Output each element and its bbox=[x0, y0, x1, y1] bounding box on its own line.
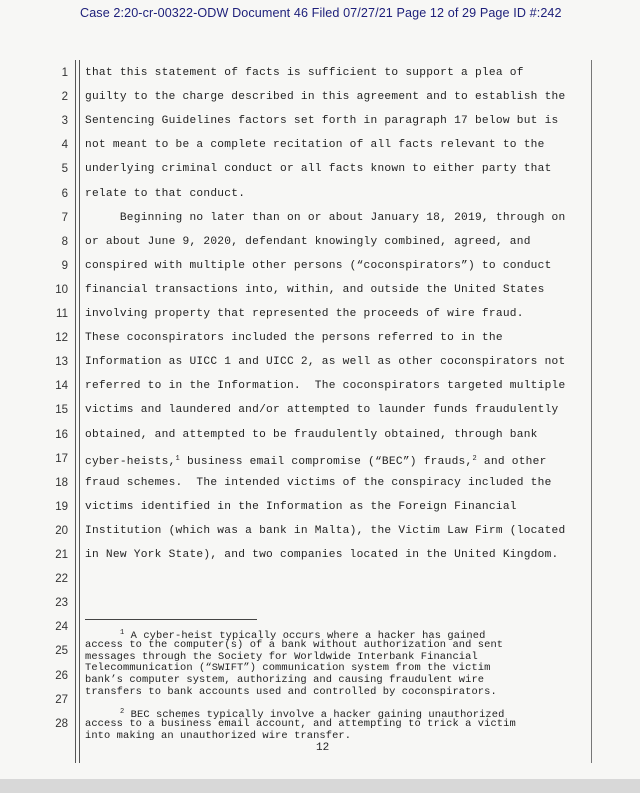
line-number: 25 bbox=[55, 645, 68, 658]
line-number: 9 bbox=[61, 259, 68, 272]
line-number: 20 bbox=[55, 524, 68, 537]
body-line: victims identified in the Information as the Foreign Financial bbox=[85, 500, 517, 513]
body-line: guilty to the charge described in this agreement and to establish the bbox=[85, 91, 566, 104]
body-line: in New York State), and two companies located in the United Kingdom. bbox=[85, 549, 559, 561]
body-line: underlying criminal conduct or all facts known to either party that bbox=[85, 163, 552, 176]
body-line: Sentencing Guidelines factors set forth in paragraph 17 below but is bbox=[85, 115, 559, 128]
line-number: 21 bbox=[55, 549, 68, 561]
body-line: Institution (which was a bank in Malta), the Victim Law Firm (located bbox=[85, 524, 566, 537]
body-line: involving property that represented the proceeds of wire fraud. bbox=[85, 308, 524, 320]
line-number: 28 bbox=[55, 717, 68, 730]
line-number: 24 bbox=[55, 621, 68, 634]
line-number: 2 bbox=[61, 91, 68, 104]
body-line: Beginning no later than on or about January 18, 2019, through on bbox=[85, 211, 566, 224]
line-number: 4 bbox=[61, 139, 68, 152]
line-number: 26 bbox=[55, 669, 68, 682]
footnote-line: transfers to bank accounts used and controlled by coconspirators. bbox=[85, 686, 497, 698]
body-line: conspired with multiple other persons (“coconspirators”) to conduct bbox=[85, 259, 552, 272]
line-number: 13 bbox=[55, 356, 68, 369]
body-line: or about June 9, 2020, defendant knowingly combined, agreed, and bbox=[85, 235, 531, 248]
footnote-marker: 2 bbox=[120, 708, 125, 716]
line-number: 1 bbox=[61, 67, 68, 79]
line17-part1: cyber-heists, bbox=[85, 455, 176, 468]
line-number: 15 bbox=[55, 404, 68, 417]
line-number: 16 bbox=[55, 428, 68, 441]
line-number: 3 bbox=[61, 115, 68, 128]
line-number: 5 bbox=[61, 163, 68, 176]
body-line: not meant to be a complete recitation of all facts relevant to the bbox=[85, 139, 545, 152]
body-line: victims and laundered and/or attempted to launder funds fraudulently bbox=[85, 404, 559, 417]
line-number: 27 bbox=[55, 693, 68, 706]
footnote-line: access to the computer(s) of a bank without authorization and sent bbox=[85, 638, 504, 651]
footnote-text: BEC schemes typically involve a hacker gaining unauthorized bbox=[124, 709, 505, 721]
footnote-line: access to a business email account, and attempting to trick a victim bbox=[85, 717, 516, 730]
left-margin-rule-inner bbox=[79, 60, 80, 763]
line-number: 23 bbox=[55, 597, 68, 610]
body-line: that this statement of facts is sufficient to support a plea of bbox=[85, 67, 524, 79]
page-bottom-edge bbox=[0, 779, 640, 793]
body-line: Information as UICC 1 and UICC 2, as well as other coconspirators not bbox=[85, 356, 566, 369]
body-line: referred to in the Information. The coconspirators targeted multiple bbox=[85, 380, 566, 393]
line-number: 14 bbox=[55, 380, 68, 393]
right-margin-rule bbox=[591, 60, 592, 763]
line-number: 18 bbox=[55, 476, 68, 489]
body-line: These coconspirators included the persons referred to in the bbox=[85, 332, 503, 345]
line-number: 12 bbox=[55, 332, 68, 345]
line-number: 19 bbox=[55, 500, 68, 513]
body-line: relate to that conduct. bbox=[85, 187, 246, 200]
body-line: obtained, and attempted to be fraudulently obtained, through bank bbox=[85, 428, 538, 441]
footnote-text: A cyber-heist typically occurs where a hacker has gained bbox=[124, 630, 486, 642]
body-line: fraud schemes. The intended victims of the conspiracy included the bbox=[85, 476, 552, 489]
footnote-line: messages through the Society for Worldwide Interbank Financial bbox=[85, 650, 478, 663]
page-number: 12 bbox=[316, 742, 330, 754]
case-header: Case 2:20-cr-00322-ODW Document 46 Filed 07/27/21 Page 12 of 29 Page ID #:242 bbox=[80, 6, 562, 20]
body-line: financial transactions into, within, and outside the United States bbox=[85, 283, 545, 296]
line-number: 17 bbox=[55, 452, 68, 465]
footnote-ref-2: 2 bbox=[472, 454, 477, 463]
line-number: 10 bbox=[55, 283, 68, 296]
line-number: 22 bbox=[55, 573, 68, 586]
line17-part3: and other bbox=[476, 455, 547, 468]
footnote-marker: 1 bbox=[120, 629, 125, 637]
line-number: 8 bbox=[61, 235, 68, 248]
left-margin-rule bbox=[75, 60, 76, 763]
footnote-ref-1: 1 bbox=[175, 454, 180, 463]
footnote-line: Telecommunication (“SWIFT”) communication system from the victim bbox=[85, 662, 491, 675]
body-line-17 bbox=[85, 452, 547, 469]
line-number: 6 bbox=[61, 187, 68, 200]
footnote-separator bbox=[85, 619, 257, 620]
line17-part2: business email compromise (“BEC”) frauds, bbox=[179, 455, 473, 468]
line-number: 11 bbox=[56, 308, 68, 320]
footnote-line: bank’s computer system, authorizing and causing fraudulent wire bbox=[85, 674, 485, 687]
footnote-line: into making an unauthorized wire transfer. bbox=[85, 729, 352, 742]
line-number: 7 bbox=[61, 211, 68, 224]
